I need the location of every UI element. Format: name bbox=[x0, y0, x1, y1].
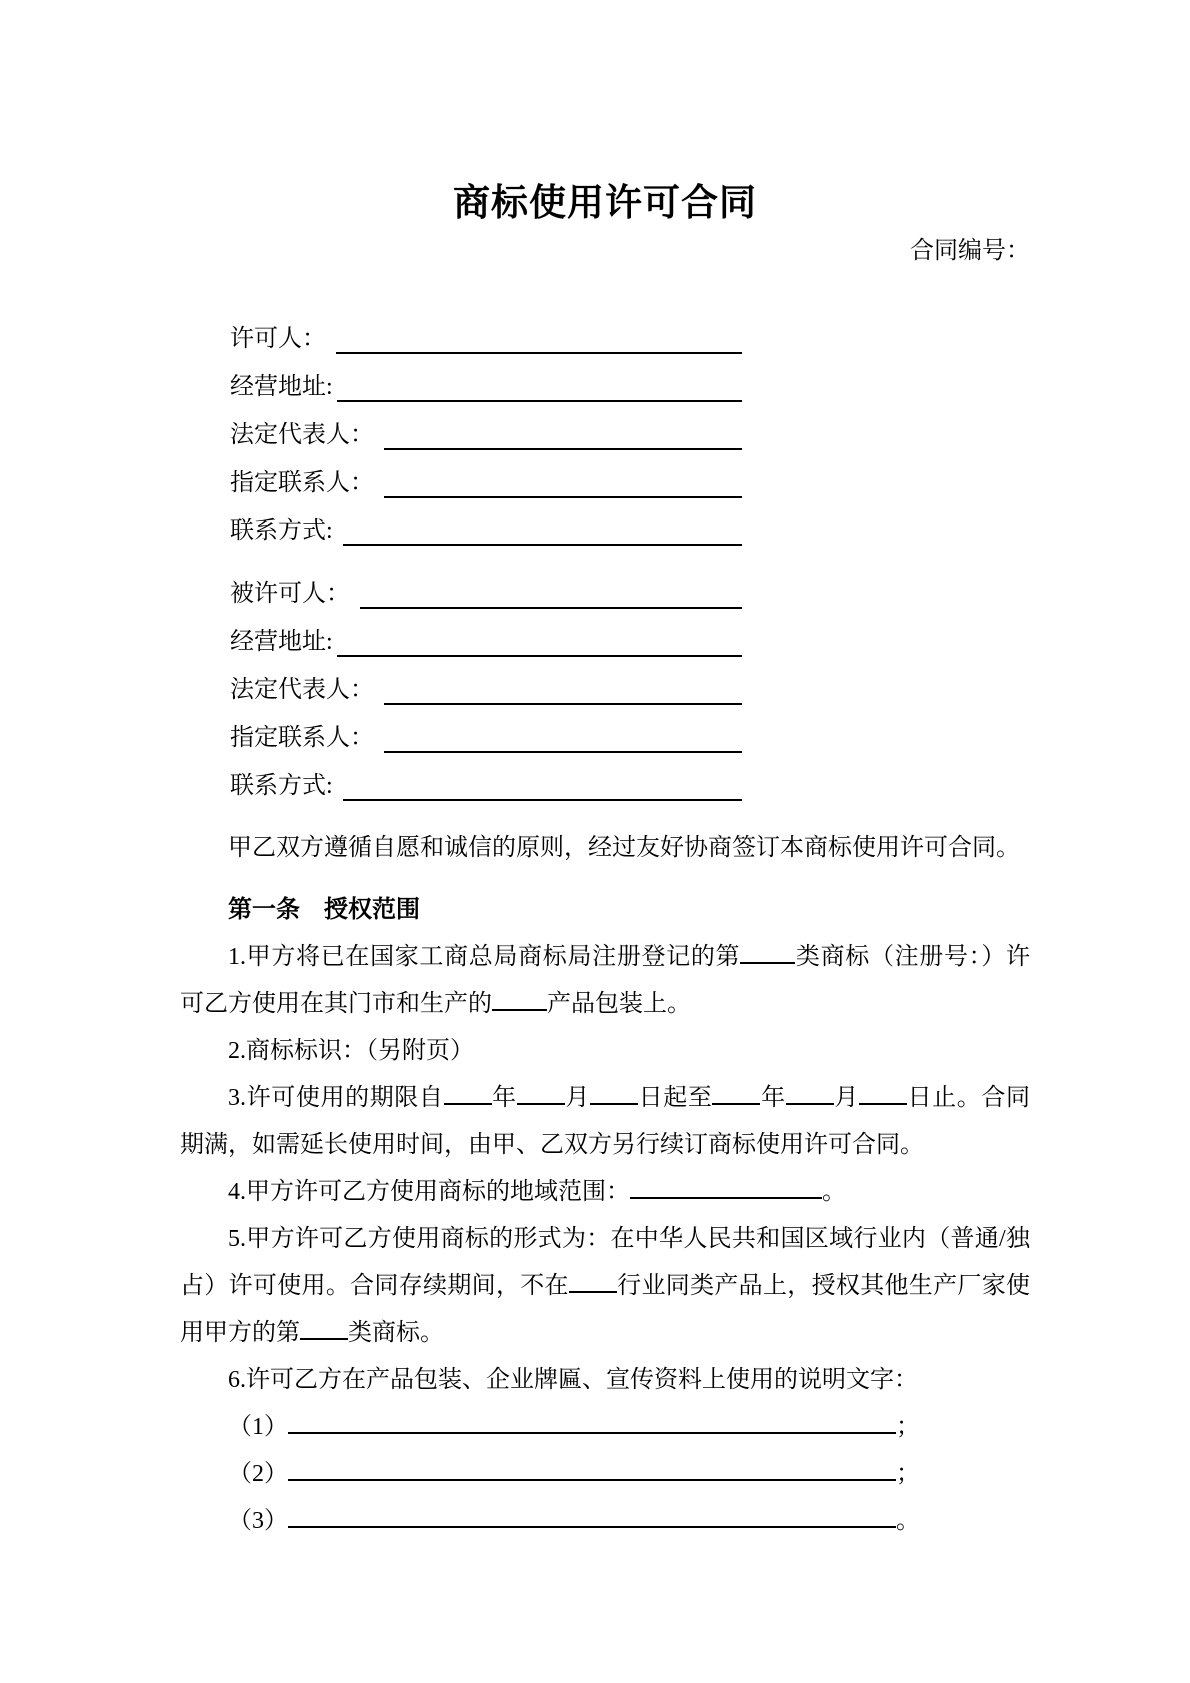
clause-paragraph bbox=[180, 1028, 1030, 1075]
blank-line bbox=[517, 1099, 565, 1105]
blank-line bbox=[288, 1428, 896, 1434]
field-label: 指定联系人： bbox=[230, 725, 380, 751]
field-label: 法定代表人： bbox=[230, 422, 380, 448]
clause-text: 1.甲方将已在国家工商总局商标局注册登记的第 bbox=[228, 944, 741, 970]
blank-line bbox=[492, 1005, 547, 1011]
field-blank-line bbox=[337, 655, 742, 657]
clause-text: （3） bbox=[228, 1508, 288, 1534]
field-blank-line bbox=[384, 751, 742, 753]
blank-line bbox=[859, 1099, 907, 1105]
field-row bbox=[230, 459, 742, 507]
blank-line bbox=[288, 1522, 896, 1528]
clause-paragraph bbox=[180, 1075, 1030, 1169]
clause-paragraph bbox=[180, 1169, 1030, 1216]
clause-text: 3.许可使用的期限自 bbox=[228, 1085, 444, 1111]
field-row bbox=[230, 315, 742, 363]
field-row bbox=[230, 570, 742, 618]
field-row bbox=[230, 666, 742, 714]
blank-line bbox=[712, 1099, 760, 1105]
field-blank-line bbox=[384, 703, 742, 705]
blank-line bbox=[300, 1334, 348, 1340]
blank-line bbox=[444, 1099, 492, 1105]
clause-text: 类商标。 bbox=[348, 1320, 444, 1346]
field-label: 联系方式: bbox=[230, 773, 339, 799]
clause-text: 类商标（注册号： bbox=[795, 944, 982, 970]
clause-text: 行业同类产品上，授权其他生产厂家使用甲方的第 bbox=[180, 1273, 1031, 1346]
field-blank-line bbox=[343, 544, 742, 546]
blank-line bbox=[288, 1475, 896, 1481]
field-blank-line bbox=[337, 400, 742, 402]
clause-paragraph bbox=[180, 934, 1030, 1028]
field-label: 联系方式: bbox=[230, 518, 339, 544]
clause-text: 2.商标标识：（另附页） bbox=[228, 1038, 474, 1064]
blank-line bbox=[786, 1099, 834, 1105]
clause-text: 产品包装上。 bbox=[547, 991, 691, 1017]
blank-line bbox=[740, 958, 795, 964]
field-row bbox=[230, 762, 742, 810]
clause-text: ； bbox=[896, 1461, 920, 1487]
clause-text: 月 bbox=[833, 1085, 859, 1111]
clause-text: 4.甲方许可乙方使用商标的地域范围： bbox=[228, 1179, 630, 1205]
clause-text: 6.许可乙方在产品包装、企业牌匾、宣传资料上使用的说明文字： bbox=[228, 1367, 918, 1393]
field-blank-line bbox=[384, 448, 742, 450]
clause-1-heading: 第一条 授权范围 bbox=[228, 897, 420, 923]
document-title: 商标使用许可合同 bbox=[453, 182, 757, 223]
field-blank-line bbox=[384, 496, 742, 498]
clause-paragraph bbox=[180, 1357, 1030, 1404]
clause-text: （2） bbox=[228, 1461, 288, 1487]
field-row bbox=[230, 618, 742, 666]
field-label: 许可人： bbox=[230, 326, 332, 352]
field-label: 被许可人： bbox=[230, 581, 356, 607]
blank-line bbox=[590, 1099, 638, 1105]
field-blank-line bbox=[343, 799, 742, 801]
field-row bbox=[230, 411, 742, 459]
field-row bbox=[230, 714, 742, 762]
field-label: 法定代表人： bbox=[230, 677, 380, 703]
clause-text: 月 bbox=[564, 1085, 591, 1111]
clause-text: 日止。合同期满，如需延长使用时间，由甲、乙双方另行续订商标使用许可合同。 bbox=[180, 1085, 1031, 1158]
field-row bbox=[230, 507, 742, 555]
clause-text: ）许可乙方使用在其门市和生产的 bbox=[180, 944, 1031, 1017]
clause-text: （1） bbox=[228, 1414, 288, 1440]
clause-text: 年 bbox=[760, 1085, 786, 1111]
clause-text: ； bbox=[896, 1414, 920, 1440]
clause-text: 日起至 bbox=[638, 1085, 713, 1111]
field-blank-line bbox=[360, 607, 742, 609]
clause-text: 年 bbox=[491, 1085, 517, 1111]
field-row bbox=[230, 363, 742, 411]
field-blank-line bbox=[336, 352, 742, 354]
field-label: 经营地址: bbox=[230, 629, 333, 655]
licensee-fields-block bbox=[230, 570, 742, 810]
blank-line bbox=[569, 1287, 617, 1293]
licensor-fields-block bbox=[230, 315, 742, 555]
field-label: 指定联系人： bbox=[230, 470, 380, 496]
clause-text: 。 bbox=[822, 1179, 846, 1205]
blank-line bbox=[630, 1193, 822, 1199]
clause-text: 。 bbox=[896, 1508, 920, 1534]
clause-paragraph bbox=[180, 1216, 1030, 1357]
clause-paragraph bbox=[180, 1404, 1030, 1451]
clause-text: 5.甲方许可乙方使用商标的形式为：在中华人民共和国区域行业内（普通/独占）许可使用。合同存续期间，不在 bbox=[180, 1226, 1030, 1299]
clause-paragraph bbox=[180, 1498, 1030, 1545]
field-label: 经营地址: bbox=[230, 374, 333, 400]
contract-number-label: 合同编号： bbox=[910, 238, 1030, 264]
clause-paragraph bbox=[180, 1451, 1030, 1498]
clause-list bbox=[180, 934, 1030, 1545]
intro-paragraph: 甲乙双方遵循自愿和诚信的原则，经过友好协商签订本商标使用许可合同。 bbox=[228, 835, 1020, 861]
